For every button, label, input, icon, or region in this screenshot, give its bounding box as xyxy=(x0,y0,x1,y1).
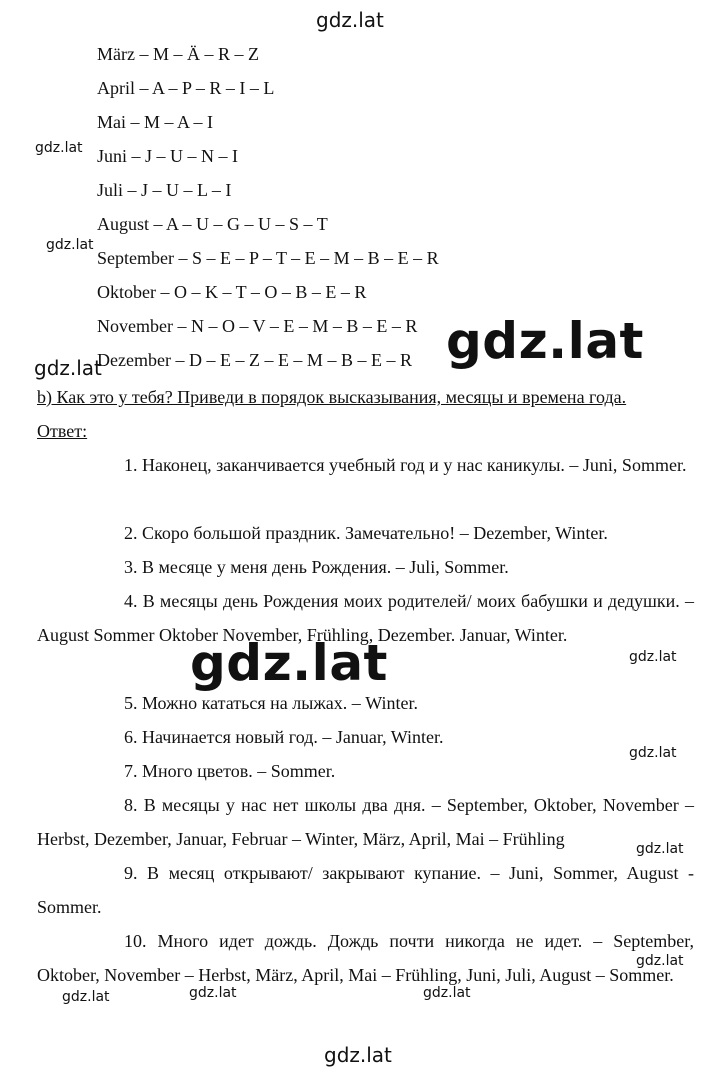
watermark: gdz.lat xyxy=(636,841,684,857)
month-line: November – N – O – V – E – M – B – E – R xyxy=(97,316,418,336)
month-line: August – A – U – G – U – S – T xyxy=(97,214,328,234)
answer-item: 2. Скоро большой праздник. Замечательно! – Dezember, Winter. xyxy=(124,523,608,543)
answer-item: 5. Можно кататься на лыжах. – Winter. xyxy=(124,693,419,713)
watermark: gdz.lat xyxy=(423,985,471,1001)
watermark: gdz.lat xyxy=(34,356,102,380)
answer-item: 10. Много идет дождь. Дождь почти никогда не идет. – September, Oktober, November – Herbst, März, April, Mai – Frühling, Juni, Juli, August – Sommer. xyxy=(37,931,694,985)
month-line: Mai – M – A – I xyxy=(97,112,214,132)
month-line: Juli – J – U – L – I xyxy=(97,180,232,200)
month-line: September – S – E – P – T – E – M – B – E – R xyxy=(97,248,439,268)
answer-item: 4. В месяцы день Рождения моих родителей/ моих бабушки и дедушки. – August Sommer Oktober November, Frühling, Dezember. Januar, Winter. xyxy=(37,591,694,645)
watermark: gdz.lat xyxy=(324,1043,392,1067)
month-line: März – M – Ä – R – Z xyxy=(97,44,259,64)
month-line: April – A – P – R – I – L xyxy=(97,78,275,98)
answer-item: 8. В месяцы у нас нет школы два дня. – September, Oktober, November – Herbst, Dezember, Januar, Februar – Winter, März, April, Mai – Frühling xyxy=(37,795,694,849)
watermark: gdz.lat xyxy=(629,745,677,761)
answer-item: 7. Много цветов. – Sommer. xyxy=(124,761,336,781)
task-b-heading: b) Как это у тебя? Приведи в порядок высказывания, месяцы и времена года. xyxy=(37,387,627,407)
watermark: gdz.lat xyxy=(446,312,644,370)
watermark: gdz.lat xyxy=(190,634,388,692)
month-line: Juni – J – U – N – I xyxy=(97,146,239,166)
watermark: gdz.lat xyxy=(189,985,237,1001)
month-line: Dezember – D – E – Z – E – M – B – E – R xyxy=(97,350,412,370)
answer-item: 1. Наконец, заканчивается учебный год и у нас каникулы. – Juni, Sommer. xyxy=(124,455,687,475)
watermark: gdz.lat xyxy=(316,8,384,32)
answer-item: 9. В месяц открывают/ закрывают купание. – Juni, Sommer, August - Sommer. xyxy=(37,863,694,917)
answer-item: 3. В месяце у меня день Рождения. – Juli, Sommer. xyxy=(124,557,509,577)
watermark: gdz.lat xyxy=(62,989,110,1005)
watermark: gdz.lat xyxy=(35,140,83,156)
answer-item: 6. Начинается новый год. – Januar, Winter. xyxy=(124,727,444,747)
month-line: Oktober – O – K – T – O – B – E – R xyxy=(97,282,367,302)
watermark: gdz.lat xyxy=(636,953,684,969)
watermark: gdz.lat xyxy=(46,237,94,253)
watermark: gdz.lat xyxy=(629,649,677,665)
answer-label: Ответ: xyxy=(37,421,88,441)
